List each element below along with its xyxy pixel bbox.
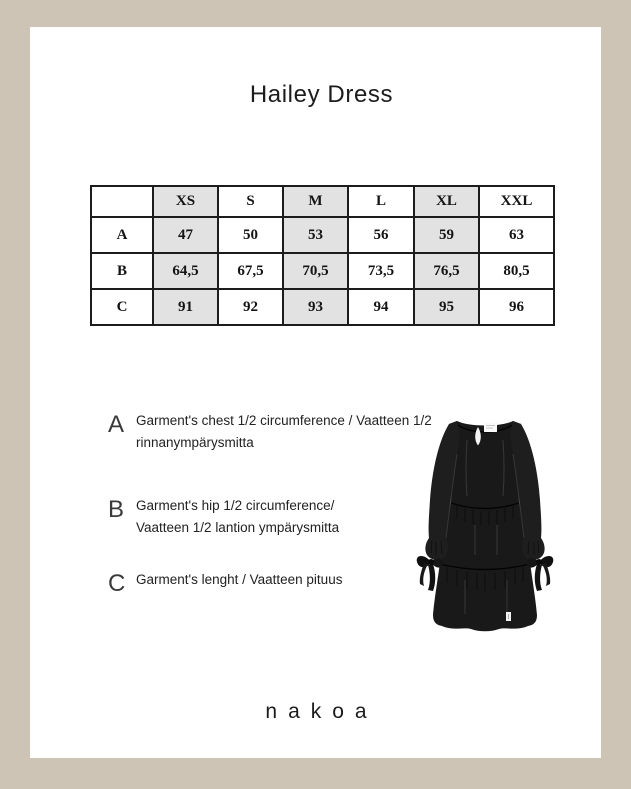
row-label: C xyxy=(91,289,153,325)
row-label: B xyxy=(91,253,153,289)
size-value-cell: 50 xyxy=(218,217,283,253)
neck-label xyxy=(484,423,497,432)
product-photo xyxy=(405,400,565,640)
size-col-header-xs: XS xyxy=(153,186,218,217)
table-row-b xyxy=(91,253,554,289)
size-value-cell: 67,5 xyxy=(218,253,283,289)
size-value-cell: 63 xyxy=(479,217,554,253)
legend-letter: C xyxy=(108,570,126,597)
table-row-a xyxy=(91,217,554,253)
size-col-header-m: M xyxy=(283,186,348,217)
size-value-cell: 47 xyxy=(153,217,218,253)
legend-text: Garment's chest 1/2 circumference / Vaatteen 1/2 rinnanympärysmitta xyxy=(136,413,432,450)
legend-item-b xyxy=(108,495,339,539)
legend-item-c xyxy=(108,569,342,597)
size-value-cell: 64,5 xyxy=(153,253,218,289)
legend-text: Garment's lenght / Vaatteen pituus xyxy=(136,572,343,587)
size-value-cell: 92 xyxy=(218,289,283,325)
dress-illustration xyxy=(405,400,565,640)
size-value-cell: 73,5 xyxy=(348,253,414,289)
size-value-cell: 56 xyxy=(348,217,414,253)
table-header-row xyxy=(91,186,554,217)
size-value-cell: 94 xyxy=(348,289,414,325)
table-row-c xyxy=(91,289,554,325)
size-col-header-s: S xyxy=(218,186,283,217)
size-value-cell: 80,5 xyxy=(479,253,554,289)
legend-text: Garment's hip 1/2 circumference/ Vaatteen 1/2 lantion ympärysmitta xyxy=(136,498,340,535)
legend-letter: B xyxy=(108,496,125,523)
row-label: A xyxy=(91,217,153,253)
size-value-cell: 96 xyxy=(479,289,554,325)
size-value-cell: 76,5 xyxy=(414,253,479,289)
corner-cell xyxy=(91,186,153,217)
size-table xyxy=(90,185,555,326)
hem-tag xyxy=(506,612,511,621)
size-value-cell: 59 xyxy=(414,217,479,253)
brand-logo: nakoa xyxy=(265,700,378,723)
size-value-cell: 93 xyxy=(283,289,348,325)
page xyxy=(30,27,601,758)
size-col-header-l: L xyxy=(348,186,414,217)
size-col-header-xxl: XXL xyxy=(479,186,554,217)
size-value-cell: 70,5 xyxy=(283,253,348,289)
legend-item-a xyxy=(108,410,432,454)
size-value-cell: 95 xyxy=(414,289,479,325)
size-col-header-xl: XL xyxy=(414,186,479,217)
page-title: Hailey Dress xyxy=(249,81,394,108)
size-value-cell: 53 xyxy=(283,217,348,253)
legend-letter: A xyxy=(108,411,125,438)
size-value-cell: 91 xyxy=(153,289,218,325)
